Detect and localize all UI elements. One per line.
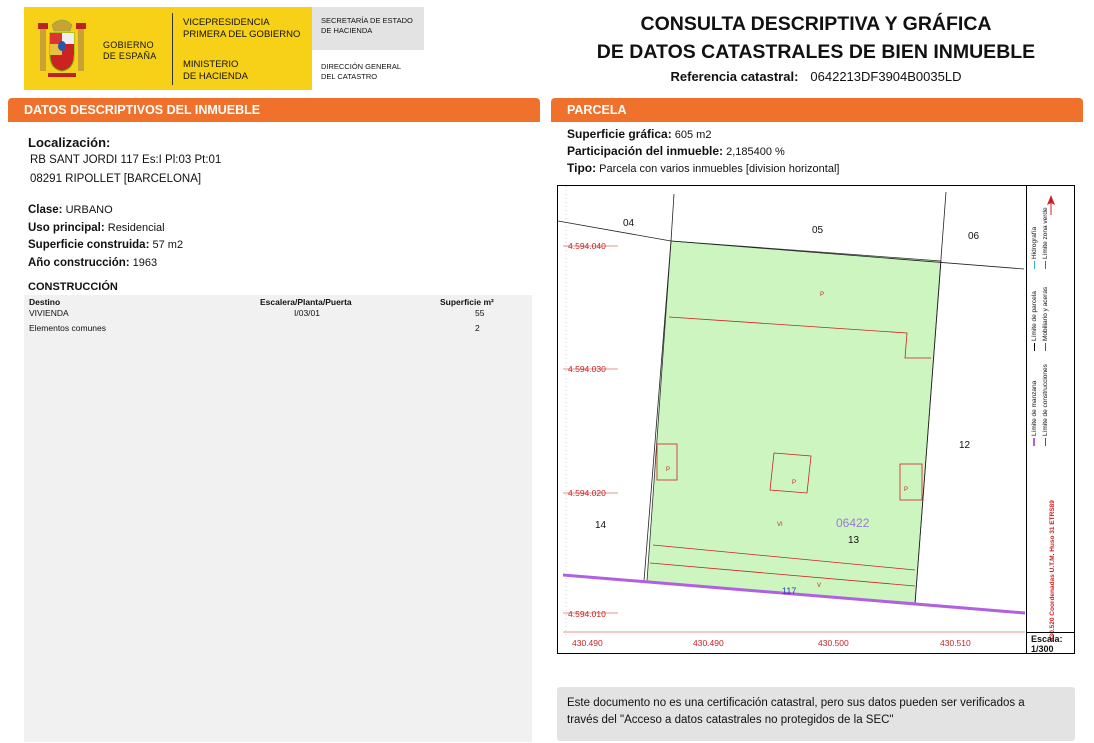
y-coord: 4.594.040 [568,241,606,251]
superficie-construida-row: Superficie construida: 57 m2 [28,239,184,251]
map-legend [1026,185,1075,654]
y-coord: 4.594.030 [568,364,606,374]
legend-item: Hidrografía [1031,169,1038,269]
legend-item: Límite zona verde [1042,169,1049,269]
datos-descriptivos-header: DATOS DESCRIPTIVOS DEL INMUEBLE [8,98,540,122]
x-coord: 430.500 [818,638,849,648]
uso-row: Uso principal: Residencial [28,222,165,234]
direccion-label: DIRECCIÓN GENERAL DEL CATASTRO [321,62,402,81]
construction-label: P [666,467,671,473]
coat-of-arms-icon [34,13,114,85]
gobierno-logo [24,7,312,90]
ministerio-label: MINISTERIO DE HACIENDA [183,59,248,82]
legend-item: Límite de construcciones [1042,346,1049,446]
clase-row: Clase: URBANO [28,204,113,216]
table-row: VIVIENDA I/03/01 55 [29,308,485,318]
vicepresidencia-label: VICEPRESIDENCIA PRIMERA DEL GOBIERNO [183,17,301,40]
y-coord: 4.594.020 [568,488,606,498]
construccion-table [24,295,532,742]
gobierno-label: GOBIERNO DE ESPAÑA [103,40,157,61]
legend-item: Límite de manzana [1031,346,1038,446]
participacion-row: Participación del inmueble: 2,185400 % [567,144,785,158]
legend-item: Mobiliario y aceras [1042,251,1049,351]
table-row: Elementos comunes 2 [29,323,480,333]
coords-note: 430.520 Coordenadas U.T.M. Huso 31 ETRS89 [1049,500,1056,641]
construction-label: P [792,480,797,486]
x-coord: 430.490 [693,638,724,648]
parcela-header: PARCELA [551,98,1083,122]
construction-label: V [817,583,822,589]
parcel-number: 14 [595,520,607,531]
parcel-number: 06 [968,231,980,242]
parcel-id: 06422 [836,516,870,530]
page-title: CONSULTA DESCRIPTIVA Y GRÁFICA DE DATOS CATASTRALES DE BIEN INMUEBLE [596,13,1036,63]
tipo-row: Tipo: Parcela con varios inmuebles [division horizontal] [567,161,840,175]
secretaria-block: SECRETARÍA DE ESTADO DE HACIENDA [312,7,424,50]
disclaimer-note: Este documento no es una certificación catastral, pero sus datos pueden ser verificados a través del "Acceso a datos catastrales no protegidos de la SEC" [557,687,1075,741]
parcel-number: 13 [848,535,860,546]
localizacion-line1: RB SANT JORDI 117 Es:I Pl:03 Pt:01 [30,154,222,166]
localizacion-label: Localización: [28,135,111,150]
parcel-number: 12 [959,440,971,451]
localizacion-line2: 08291 RIPOLLET [BARCELONA] [30,173,202,185]
parcel-map[interactable] [557,185,1075,654]
x-coord: 430.490 [572,638,603,648]
construction-label: P [820,292,825,298]
map-scale: Escala: 1/300 [1026,632,1075,654]
table-header: Destino Escalera/Planta/Puerta Superficie m² [29,297,494,307]
construction-label: P [904,487,909,493]
street-number: 117 [782,586,797,596]
construction-label: VI [777,522,783,528]
anio-construccion-row: Año construcción: 1963 [28,257,158,269]
parcel-number: 04 [623,218,635,229]
y-coord: 4.594.010 [568,609,606,619]
construccion-title: CONSTRUCCIÓN [28,281,118,293]
referencia-catastral: Referencia catastral: 0642213DF3904B0035LD [670,69,962,84]
parcel-number: 05 [812,225,824,236]
legend-item: Límite de parcela [1031,251,1038,351]
x-coord: 430.510 [940,638,971,648]
parcel-area [647,241,941,604]
superficie-grafica-row: Superficie gráfica: 605 m2 [567,127,712,141]
referencia-value: 0642213DF3904B0035LD [810,69,962,84]
